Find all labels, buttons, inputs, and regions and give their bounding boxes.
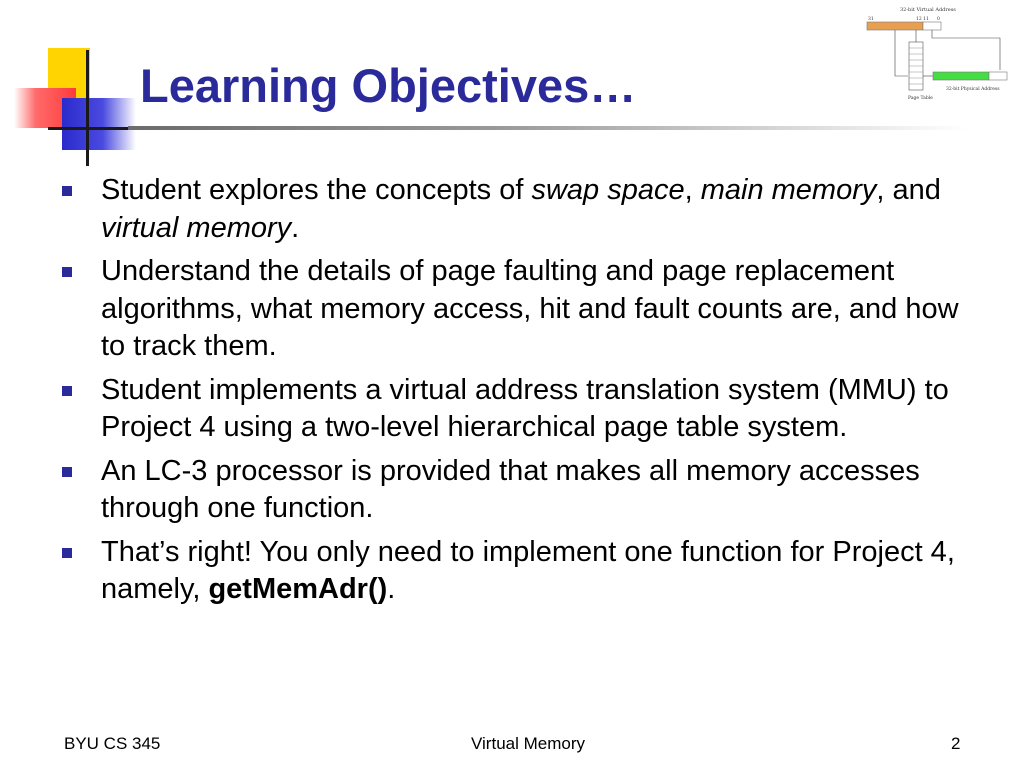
virtual-to-page-table-arrow	[895, 30, 908, 76]
objective-item	[62, 172, 982, 247]
bullet-square-icon	[62, 386, 72, 396]
footer-course: BYU CS 345	[64, 734, 161, 753]
footer-topic: Virtual Memory	[471, 734, 585, 753]
objective-text: Understand the details of page faulting and page replacement algorithms, what memory access, hit and fault counts are, and how to track them.	[101, 255, 959, 362]
physical-offset-field	[989, 72, 1007, 80]
objective-item	[62, 253, 982, 366]
objective-text: Student explores the concepts of swap space, main memory, and virtual memory.	[101, 174, 941, 244]
bullet-square-icon	[62, 186, 72, 196]
slide-title: Learning Objectives…	[140, 59, 637, 112]
bit-31-label: 31	[868, 17, 874, 22]
virtual-address-label: 32-bit Virtual Address	[900, 7, 956, 13]
objective-item	[62, 372, 982, 447]
page-table-label: Page Table	[908, 96, 933, 101]
objectives-list	[62, 172, 982, 615]
objective-item	[62, 453, 982, 528]
decorative-blue-block	[62, 98, 136, 150]
virtual-offset-field	[923, 22, 941, 30]
bullet-square-icon	[62, 548, 72, 558]
physical-frame-field	[933, 72, 989, 80]
offset-to-physical-arrow	[932, 30, 1000, 70]
objective-text: An LC-3 processor is provided that makes all memory accesses through one function.	[101, 454, 920, 524]
bit-0-label: 0	[937, 17, 940, 22]
physical-address-label: 32-bit Physical Address	[946, 87, 1000, 92]
objective-item	[62, 534, 982, 609]
bullet-square-icon	[62, 467, 72, 477]
objective-text: That’s right! You only need to implement one function for Project 4, namely, getMemAdr().	[101, 535, 955, 605]
title-underline	[128, 126, 968, 130]
virtual-page-field	[867, 22, 923, 30]
address-translation-diagram	[860, 4, 1010, 112]
decorative-vertical-line	[86, 50, 89, 166]
objective-text: Student implements a virtual address translation system (MMU) to Project 4 using a two-level hierarchical page table system.	[101, 373, 949, 443]
bullet-square-icon	[62, 267, 72, 277]
footer-page-number: 2	[951, 734, 961, 753]
bit-12-11-label: 12 11	[916, 17, 929, 22]
